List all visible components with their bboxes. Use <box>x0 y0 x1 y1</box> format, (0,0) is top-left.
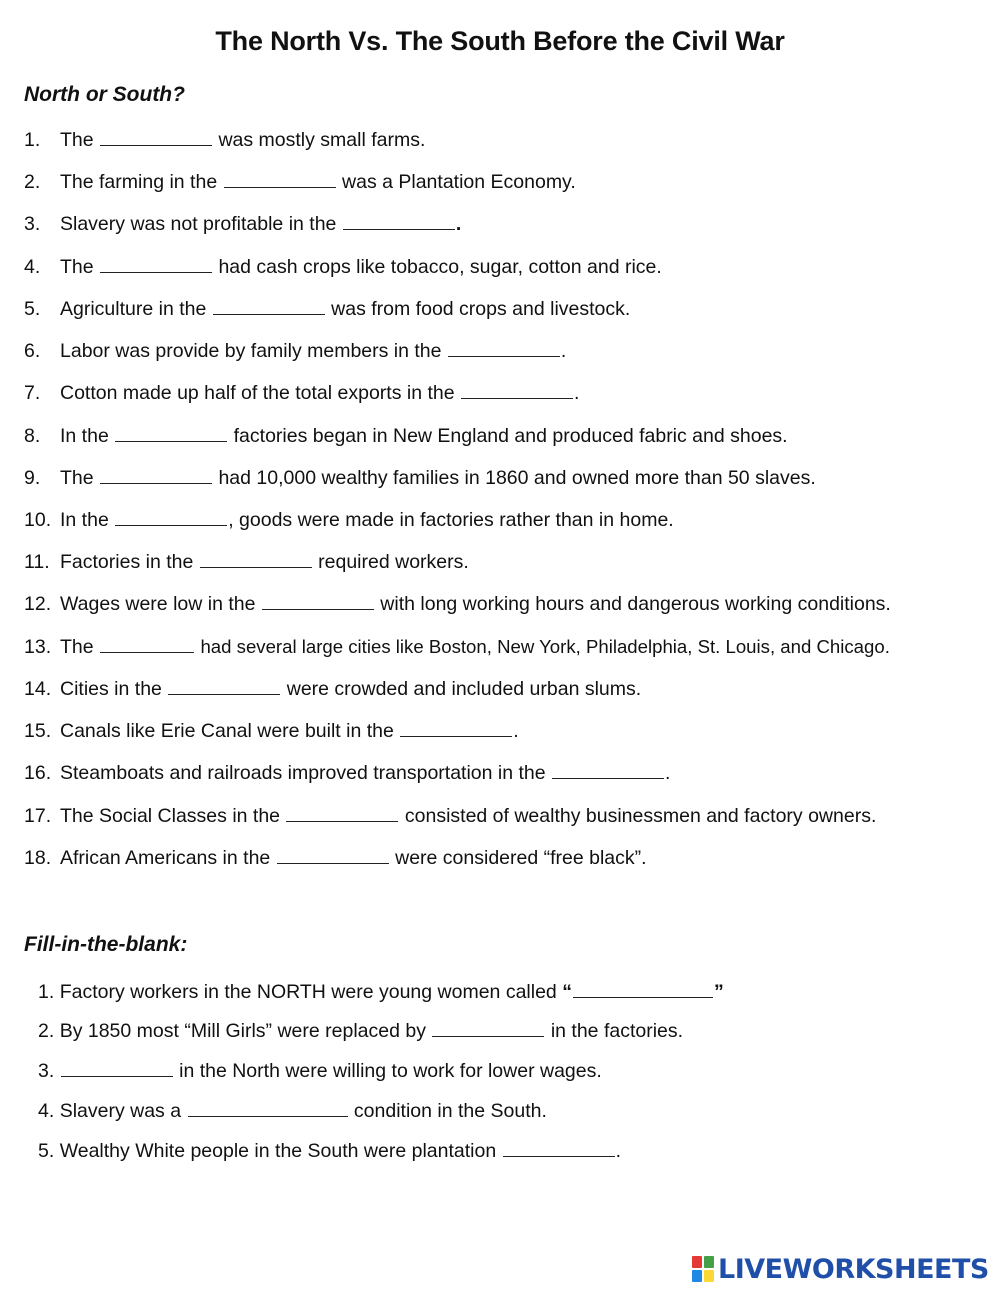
answer-blank[interactable] <box>224 172 336 188</box>
question-text-before: In the <box>60 425 109 447</box>
question-text-before: Cities in the <box>60 678 162 700</box>
question-text-before: The Social Classes in the <box>60 805 281 827</box>
question-14 <box>24 677 641 701</box>
question-number: 18. <box>24 847 52 869</box>
question-text-after: . <box>560 340 567 362</box>
answer-blank[interactable] <box>61 1061 173 1077</box>
question-number: 2. <box>24 171 41 193</box>
question-text-after: with long working hours and dangerous working conditions. <box>380 593 891 615</box>
question-text-after: was a Plantation Economy. <box>342 171 576 193</box>
question-13 <box>24 635 890 659</box>
open-quote: “ <box>562 981 572 1003</box>
fill-question-2 <box>38 1019 683 1043</box>
question-number: 17. <box>24 805 52 827</box>
question-text-before: The <box>60 129 94 151</box>
question-3 <box>24 212 461 236</box>
question-11 <box>24 550 469 574</box>
question-number: 3. <box>24 213 41 235</box>
question-number: 7. <box>24 382 41 404</box>
question-7 <box>24 381 579 405</box>
question-text-after: . <box>665 762 671 784</box>
logo-square <box>692 1256 702 1268</box>
fill-question-3 <box>38 1059 602 1083</box>
question-text-after: factories began in New England and produced fabric and shoes. <box>233 425 788 447</box>
logo-square <box>692 1270 702 1282</box>
answer-blank[interactable] <box>213 299 325 315</box>
question-number: 9. <box>24 467 41 489</box>
question-1 <box>24 128 425 152</box>
answer-blank[interactable] <box>100 257 212 273</box>
answer-blank[interactable] <box>115 426 227 442</box>
question-number: 8. <box>24 425 41 447</box>
question-text-after: was mostly small farms. <box>218 129 426 151</box>
logo-text: LIVEWORKSHEETS <box>718 1253 989 1285</box>
question-text-before: The <box>60 636 94 658</box>
question-number: 6. <box>24 340 41 362</box>
liveworksheets-logo <box>692 1253 989 1285</box>
question-number: 13. <box>24 636 52 658</box>
fill-question-1 <box>38 980 724 1004</box>
answer-blank[interactable] <box>168 679 280 695</box>
question-number: 5. <box>38 1140 55 1162</box>
question-number: 4. <box>38 1100 55 1122</box>
question-17 <box>24 804 876 828</box>
question-text-before: Wages were low in the <box>60 593 256 615</box>
question-text-before: Cotton made up half of the total exports in the <box>60 382 455 404</box>
question-text-after: , goods were made in factories rather than in home. <box>228 509 674 531</box>
question-2 <box>24 170 576 194</box>
question-number: 1. <box>24 129 41 151</box>
question-text-after: had several large cities like Boston, New York, Philadelphia, St. Louis, and Chicago. <box>200 636 890 657</box>
question-text-before: Labor was provide by family members in the <box>60 340 442 362</box>
question-text-after: . <box>615 1140 622 1162</box>
liveworksheets-logo-icon <box>692 1256 714 1282</box>
fill-question-4 <box>38 1099 547 1123</box>
answer-blank[interactable] <box>432 1021 544 1037</box>
answer-blank[interactable] <box>448 341 560 357</box>
question-text-before: Slavery was not profitable in the <box>60 213 337 235</box>
question-18 <box>24 846 647 870</box>
answer-blank[interactable] <box>503 1141 615 1157</box>
logo-square <box>704 1256 714 1268</box>
page-title: The North Vs. The South Before the Civil War <box>215 26 785 56</box>
question-10 <box>24 508 674 532</box>
answer-blank[interactable] <box>552 763 664 779</box>
question-number: 1. <box>38 981 55 1003</box>
section-heading-fill-in-the-blank: Fill-in-the-blank: <box>24 933 188 956</box>
question-number: 2. <box>38 1020 55 1042</box>
answer-blank[interactable] <box>343 214 455 230</box>
answer-blank[interactable] <box>100 130 212 146</box>
question-text-after: consisted of wealthy businessmen and factory owners. <box>404 805 877 827</box>
question-text-before: The <box>60 467 94 489</box>
question-number: 15. <box>24 720 52 742</box>
question-text-before: Wealthy White people in the South were plantation <box>59 1140 497 1162</box>
question-text-before: Steamboats and railroads improved transportation in the <box>60 762 546 784</box>
answer-blank[interactable] <box>200 552 312 568</box>
question-15 <box>24 719 519 743</box>
close-quote: ” <box>713 981 724 1003</box>
answer-blank[interactable] <box>286 806 398 822</box>
question-4 <box>24 255 662 279</box>
question-text-before: In the <box>60 509 109 531</box>
answer-blank[interactable] <box>573 982 713 998</box>
answer-blank[interactable] <box>100 637 194 653</box>
question-6 <box>24 339 566 363</box>
answer-blank[interactable] <box>115 510 227 526</box>
answer-blank[interactable] <box>262 594 374 610</box>
fill-question-5 <box>38 1139 621 1163</box>
question-text-before: The <box>60 256 94 278</box>
question-number: 3. <box>38 1060 55 1082</box>
question-text-after: . <box>455 213 462 235</box>
answer-blank[interactable] <box>400 721 512 737</box>
question-12 <box>24 592 891 616</box>
question-text-after: in the North were willing to work for lower wages. <box>179 1060 602 1082</box>
answer-blank[interactable] <box>188 1101 348 1117</box>
question-text-after: were crowded and included urban slums. <box>286 678 642 700</box>
question-text-after: were considered “free black”. <box>395 847 647 869</box>
question-number: 4. <box>24 256 41 278</box>
question-8 <box>24 424 788 448</box>
question-number: 14. <box>24 678 52 700</box>
question-text-after: condition in the South. <box>353 1100 547 1122</box>
question-text-before: Factories in the <box>60 551 194 573</box>
question-number: 5. <box>24 298 41 320</box>
question-text-after: . <box>574 382 580 404</box>
question-text-before: Slavery was a <box>59 1100 182 1122</box>
question-number: 12. <box>24 593 52 615</box>
question-text-after: had 10,000 wealthy families in 1860 and owned more than 50 slaves. <box>218 467 816 489</box>
question-text-before: By 1850 most “Mill Girls” were replaced by <box>59 1020 426 1042</box>
question-16 <box>24 761 670 785</box>
question-text-before: Agriculture in the <box>60 298 207 320</box>
question-text-after: required workers. <box>318 551 469 573</box>
section-heading-north-or-south: North or South? <box>24 83 185 106</box>
question-number: 16. <box>24 762 52 784</box>
question-5 <box>24 297 630 321</box>
question-text-before: Factory workers in the NORTH were young women called <box>59 981 557 1003</box>
question-text-after: had cash crops like tobacco, sugar, cotton and rice. <box>218 256 662 278</box>
question-text-before: African Americans in the <box>60 847 271 869</box>
answer-blank[interactable] <box>461 383 573 399</box>
question-number: 10. <box>24 509 52 531</box>
question-text-before: The farming in the <box>60 171 218 193</box>
answer-blank[interactable] <box>100 468 212 484</box>
logo-square <box>704 1270 714 1282</box>
question-text-after: was from food crops and livestock. <box>331 298 631 320</box>
question-9 <box>24 466 816 490</box>
question-text-before: Canals like Erie Canal were built in the <box>60 720 394 742</box>
answer-blank[interactable] <box>277 848 389 864</box>
question-text-after: in the factories. <box>550 1020 684 1042</box>
question-text-after: . <box>513 720 519 742</box>
question-number: 11. <box>24 551 50 573</box>
